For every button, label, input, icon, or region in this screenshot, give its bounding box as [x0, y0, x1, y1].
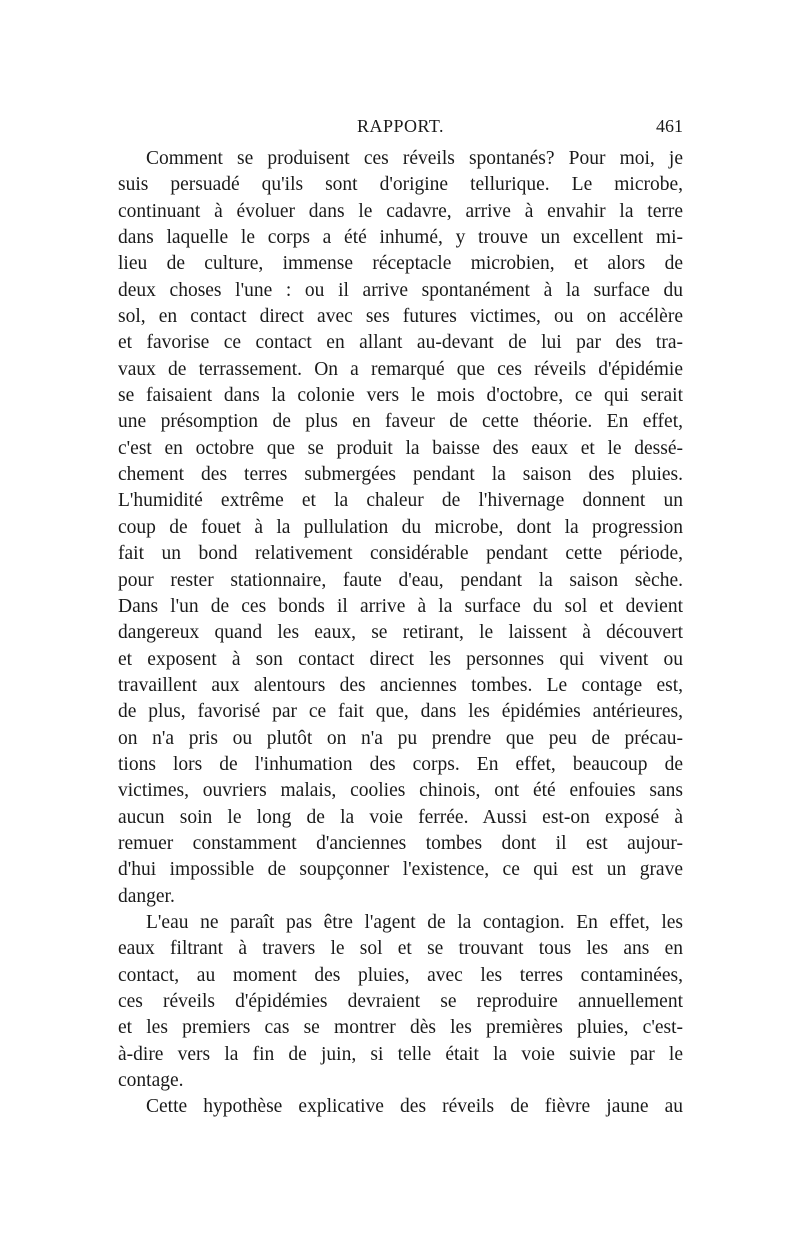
text-line: remuer constamment d'anciennes tombes dont il est aujour-: [118, 832, 683, 854]
text-line: continuant à évoluer dans le cadavre, arrive à envahir la terre: [118, 200, 683, 222]
text-line: suis persuadé qu'ils sont d'origine tellurique. Le microbe,: [118, 174, 683, 196]
text-line: dangereux quand les eaux, se retirant, le laissent à découvert: [118, 622, 683, 644]
text-line: on n'a pris ou plutôt on n'a pu prendre que peu de précau-: [118, 727, 683, 749]
page-number: 461: [656, 116, 683, 136]
text-line: tions lors de l'inhumation des corps. En effet, beaucoup de: [118, 753, 683, 775]
text-line: deux choses l'une : ou il arrive spontanément à la surface du: [118, 279, 683, 301]
running-head: [118, 116, 683, 140]
text-line: et favorise ce contact en allant au-devant de lui par des tra-: [118, 332, 683, 354]
text-line: contage.: [118, 1070, 184, 1092]
text-line: dans laquelle le corps a été inhumé, y trouve un excellent mi-: [118, 227, 683, 249]
text-line: coup de fouet à la pullulation du microbe, dont la progression: [118, 516, 683, 538]
text-line: L'eau ne paraît pas être l'agent de la contagion. En effet, les: [146, 911, 683, 933]
text-line: eaux filtrant à travers le sol et se trouvant tous les ans en: [118, 938, 683, 960]
body-text: [118, 146, 683, 1121]
text-line: d'hui impossible de soupçonner l'existence, ce qui est un grave: [118, 859, 683, 881]
text-line: et les premiers cas se montrer dès les premières pluies, c'est-: [118, 1017, 683, 1039]
text-line: lieu de culture, immense réceptacle microbien, et alors de: [118, 253, 683, 275]
text-line: L'humidité extrême et la chaleur de l'hivernage donnent un: [118, 490, 683, 512]
text-line: ces réveils d'épidémies devraient se reproduire annuellement: [118, 991, 683, 1012]
text-line: contact, au moment des pluies, avec les terres contaminées,: [118, 964, 683, 986]
text-line: chement des terres submergées pendant la saison des pluies.: [118, 464, 683, 486]
text-line: travaillent aux alentours des anciennes tombes. Le contage est,: [118, 674, 683, 696]
text-line: se faisaient dans la colonie vers le mois d'octobre, ce qui serait: [118, 385, 683, 407]
text-line: fait un bond relativement considérable pendant cette période,: [118, 543, 683, 565]
text-line: Comment se produisent ces réveils spontanés? Pour moi, je: [146, 148, 683, 169]
running-title: RAPPORT.: [356, 116, 445, 136]
text-line: sol, en contact direct avec ses futures victimes, ou on accélère: [118, 306, 683, 328]
text-line: de plus, favorisé par ce fait que, dans les épidémies antérieures,: [118, 701, 683, 723]
text-line: à-dire vers la fin de juin, si telle était la voie suivie par le: [118, 1043, 683, 1065]
text-line: pour rester stationnaire, faute d'eau, pendant la saison sèche.: [118, 569, 683, 591]
text-line: vaux de terrassement. On a remarqué que ces réveils d'épidémie: [118, 358, 683, 380]
text-line: victimes, ouvriers malais, coolies chinois, ont été enfouies sans: [118, 780, 683, 802]
text-line: c'est en octobre que se produit la baisse des eaux et le dessé-: [118, 437, 683, 459]
text-line: danger.: [118, 885, 175, 907]
text-line: et exposent à son contact direct les personnes qui vivent ou: [118, 648, 683, 670]
text-line: aucun soin le long de la voie ferrée. Aussi est-on exposé à: [118, 806, 683, 828]
text-line: une présomption de plus en faveur de cette théorie. En effet,: [118, 411, 683, 433]
text-line: Cette hypothèse explicative des réveils de fièvre jaune au: [146, 1096, 683, 1118]
text-line: Dans l'un de ces bonds il arrive à la surface du sol et devient: [118, 595, 683, 617]
